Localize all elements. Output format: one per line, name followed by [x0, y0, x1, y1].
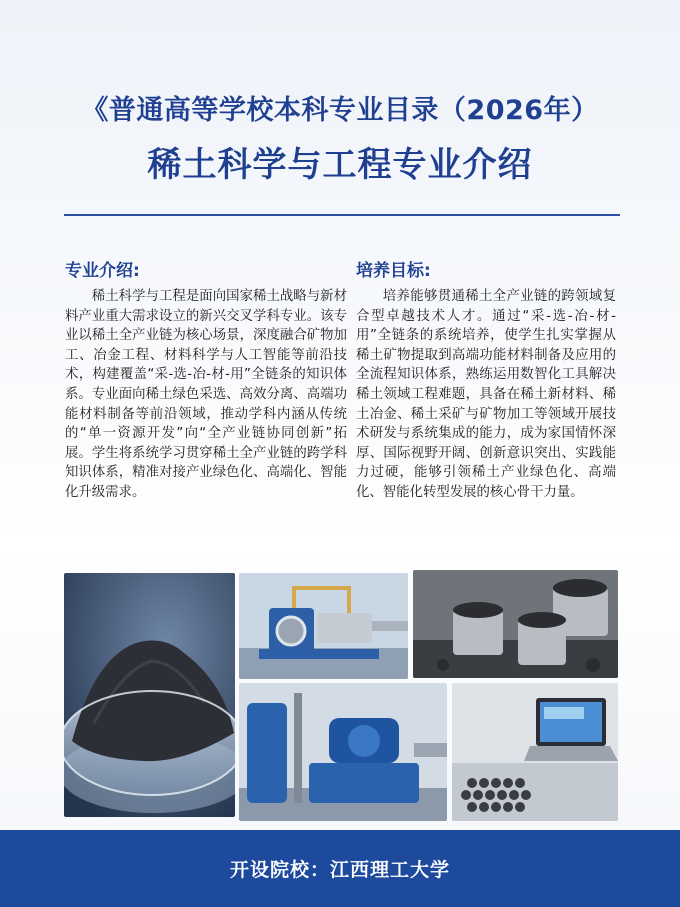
pump-equipment-photo: [239, 573, 408, 679]
document-title-line1: 《普通高等学校本科专业目录（2026年）: [81, 95, 599, 126]
rare-earth-powder-bowl-photo: [64, 573, 235, 817]
intro-body: 稀土科学与工程是面向国家稀土战略与新材料产业重大需求设立的新兴交叉学科专业。该专业以稀土全产业链为核心场景，深度融合矿物加工、冶金工程、材料科学与人工智能等前沿技术，构建覆盖“采-选-冶-材-用”全链条的知识体系。专业面向稀土绿色采选、高效分离、高端功能材料制备等前沿领域，推动学科内涵从传统的“单一资源开发”向“全产业链协同创新”拓展。学生将系统学习贯穿稀土全产业链的跨学科知识体系，精准对接产业绿色化、高端化、智能化升级需求。: [65, 289, 347, 500]
gear-parts-photo: [413, 570, 618, 678]
goals-section: [356, 256, 616, 503]
footer-bar: [0, 830, 680, 907]
document-title-line2: 稀土科学与工程专业介绍: [147, 145, 533, 185]
industrial-motor-photo: [239, 683, 447, 821]
intro-section: [65, 256, 347, 503]
goals-heading: 培养目标:: [356, 261, 431, 281]
laptop-and-wafers-photo: [452, 683, 618, 821]
footer-university: 开设院校：江西理工大学: [229, 859, 450, 881]
intro-heading: 专业介绍:: [65, 261, 140, 281]
title-divider: [64, 214, 620, 216]
goals-body: 培养能够贯通稀土全产业链的跨领域复合型卓越技术人才。通过“采-选-冶-材-用”全链条的系统培养，使学生扎实掌握从稀土矿物提取到高端功能材料制备及应用的全流程知识体系，熟练运用数智化工具解决稀土领域工程难题，具备在稀土新材料、稀土冶金、稀土采矿与矿物加工等领域开展技术研发与系统集成的能力，成为家国情怀深厚、国际视野开阔、创新意识突出、实践能力过硬，能够引领稀土产业绿色化、高端化、智能化转型发展的核心骨干力量。: [356, 289, 616, 500]
